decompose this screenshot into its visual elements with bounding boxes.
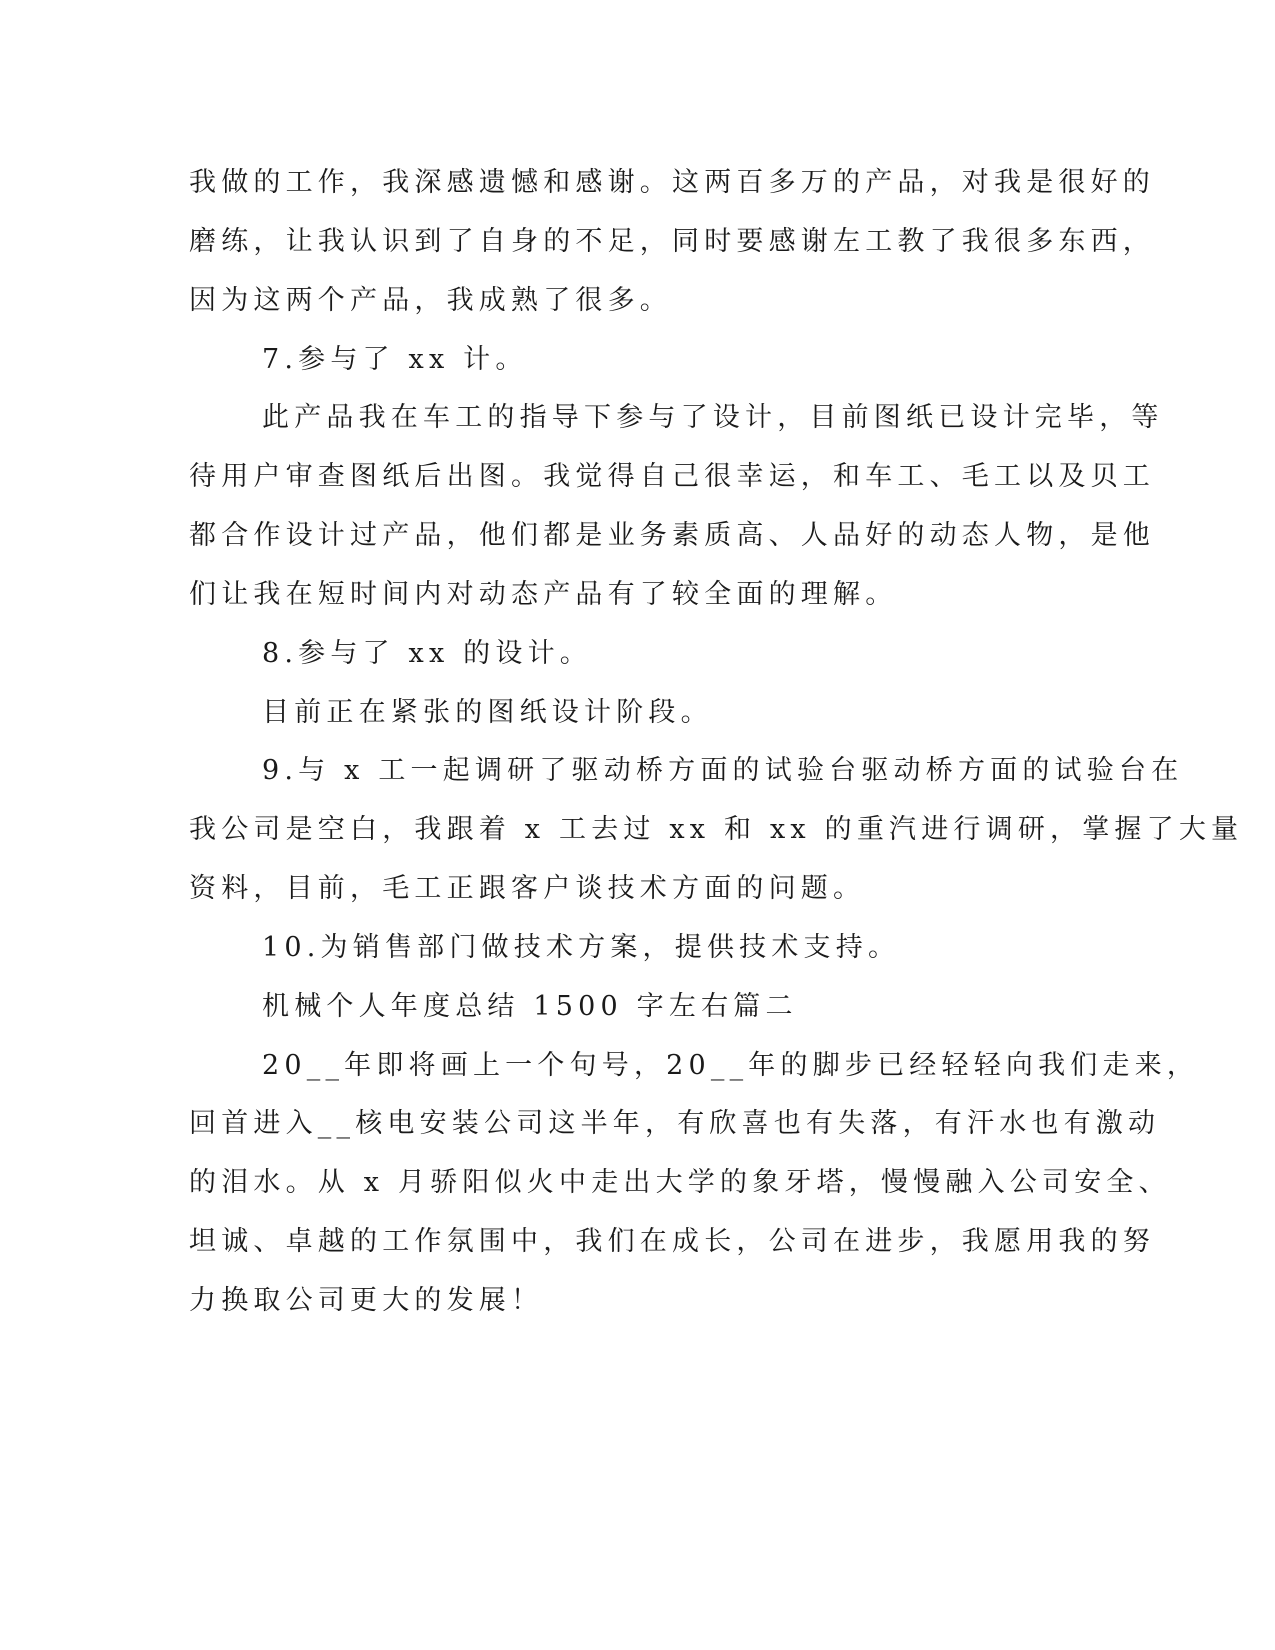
list-item-heading: 9.与 x 工一起调研了驱动桥方面的试验台驱动桥方面的试验台在 (262, 755, 1184, 786)
text-line: 们让我在短时间内对动态产品有了较全面的理解。 (189, 579, 898, 610)
text-line: 磨练，让我认识到了自身的不足，同时要感谢左工教了我很多东西， (189, 226, 1155, 257)
text-line: 待用户审查图纸后出图。我觉得自己很幸运，和车工、毛工以及贝工 (189, 461, 1155, 492)
text-line: 我公司是空白，我跟着 x 工去过 xx 和 xx 的重汽进行调研，掌握了大量 (189, 814, 1244, 845)
text-line: 因为这两个产品，我成熟了很多。 (189, 285, 672, 316)
text-line: 都合作设计过产品，他们都是业务素质高、人品好的动态人物，是他 (189, 520, 1155, 551)
text-line: 我做的工作，我深感遗憾和感谢。这两百多万的产品，对我是很好的 (189, 167, 1155, 198)
text-line: 坦诚、卓越的工作氛围中，我们在成长，公司在进步，我愿用我的努 (189, 1226, 1155, 1257)
text-line: 此产品我在车工的指导下参与了设计，目前图纸已设计完毕，等 (262, 402, 1164, 433)
list-item-heading: 8.参与了 xx 的设计。 (262, 638, 592, 669)
list-item-heading: 7.参与了 xx 计。 (262, 344, 528, 375)
text-line: 目前正在紧张的图纸设计阶段。 (262, 697, 713, 728)
text-line: 20__年即将画上一个句号，20__年的脚步已经轻轻向我们走来， (262, 1050, 1200, 1081)
text-line: 资料，目前，毛工正跟客户谈技术方面的问题。 (189, 873, 866, 904)
text-line: 的泪水。从 x 月骄阳似火中走出大学的象牙塔，慢慢融入公司安全、 (189, 1167, 1171, 1198)
text-line: 回首进入__核电安装公司这半年，有欣喜也有失落，有汗水也有激动 (189, 1108, 1161, 1139)
section-heading: 机械个人年度总结 1500 字左右篇二 (262, 991, 798, 1022)
list-item-heading: 10.为销售部门做技术方案，提供技术支持。 (262, 932, 901, 963)
text-line: 力换取公司更大的发展！ (189, 1285, 544, 1316)
